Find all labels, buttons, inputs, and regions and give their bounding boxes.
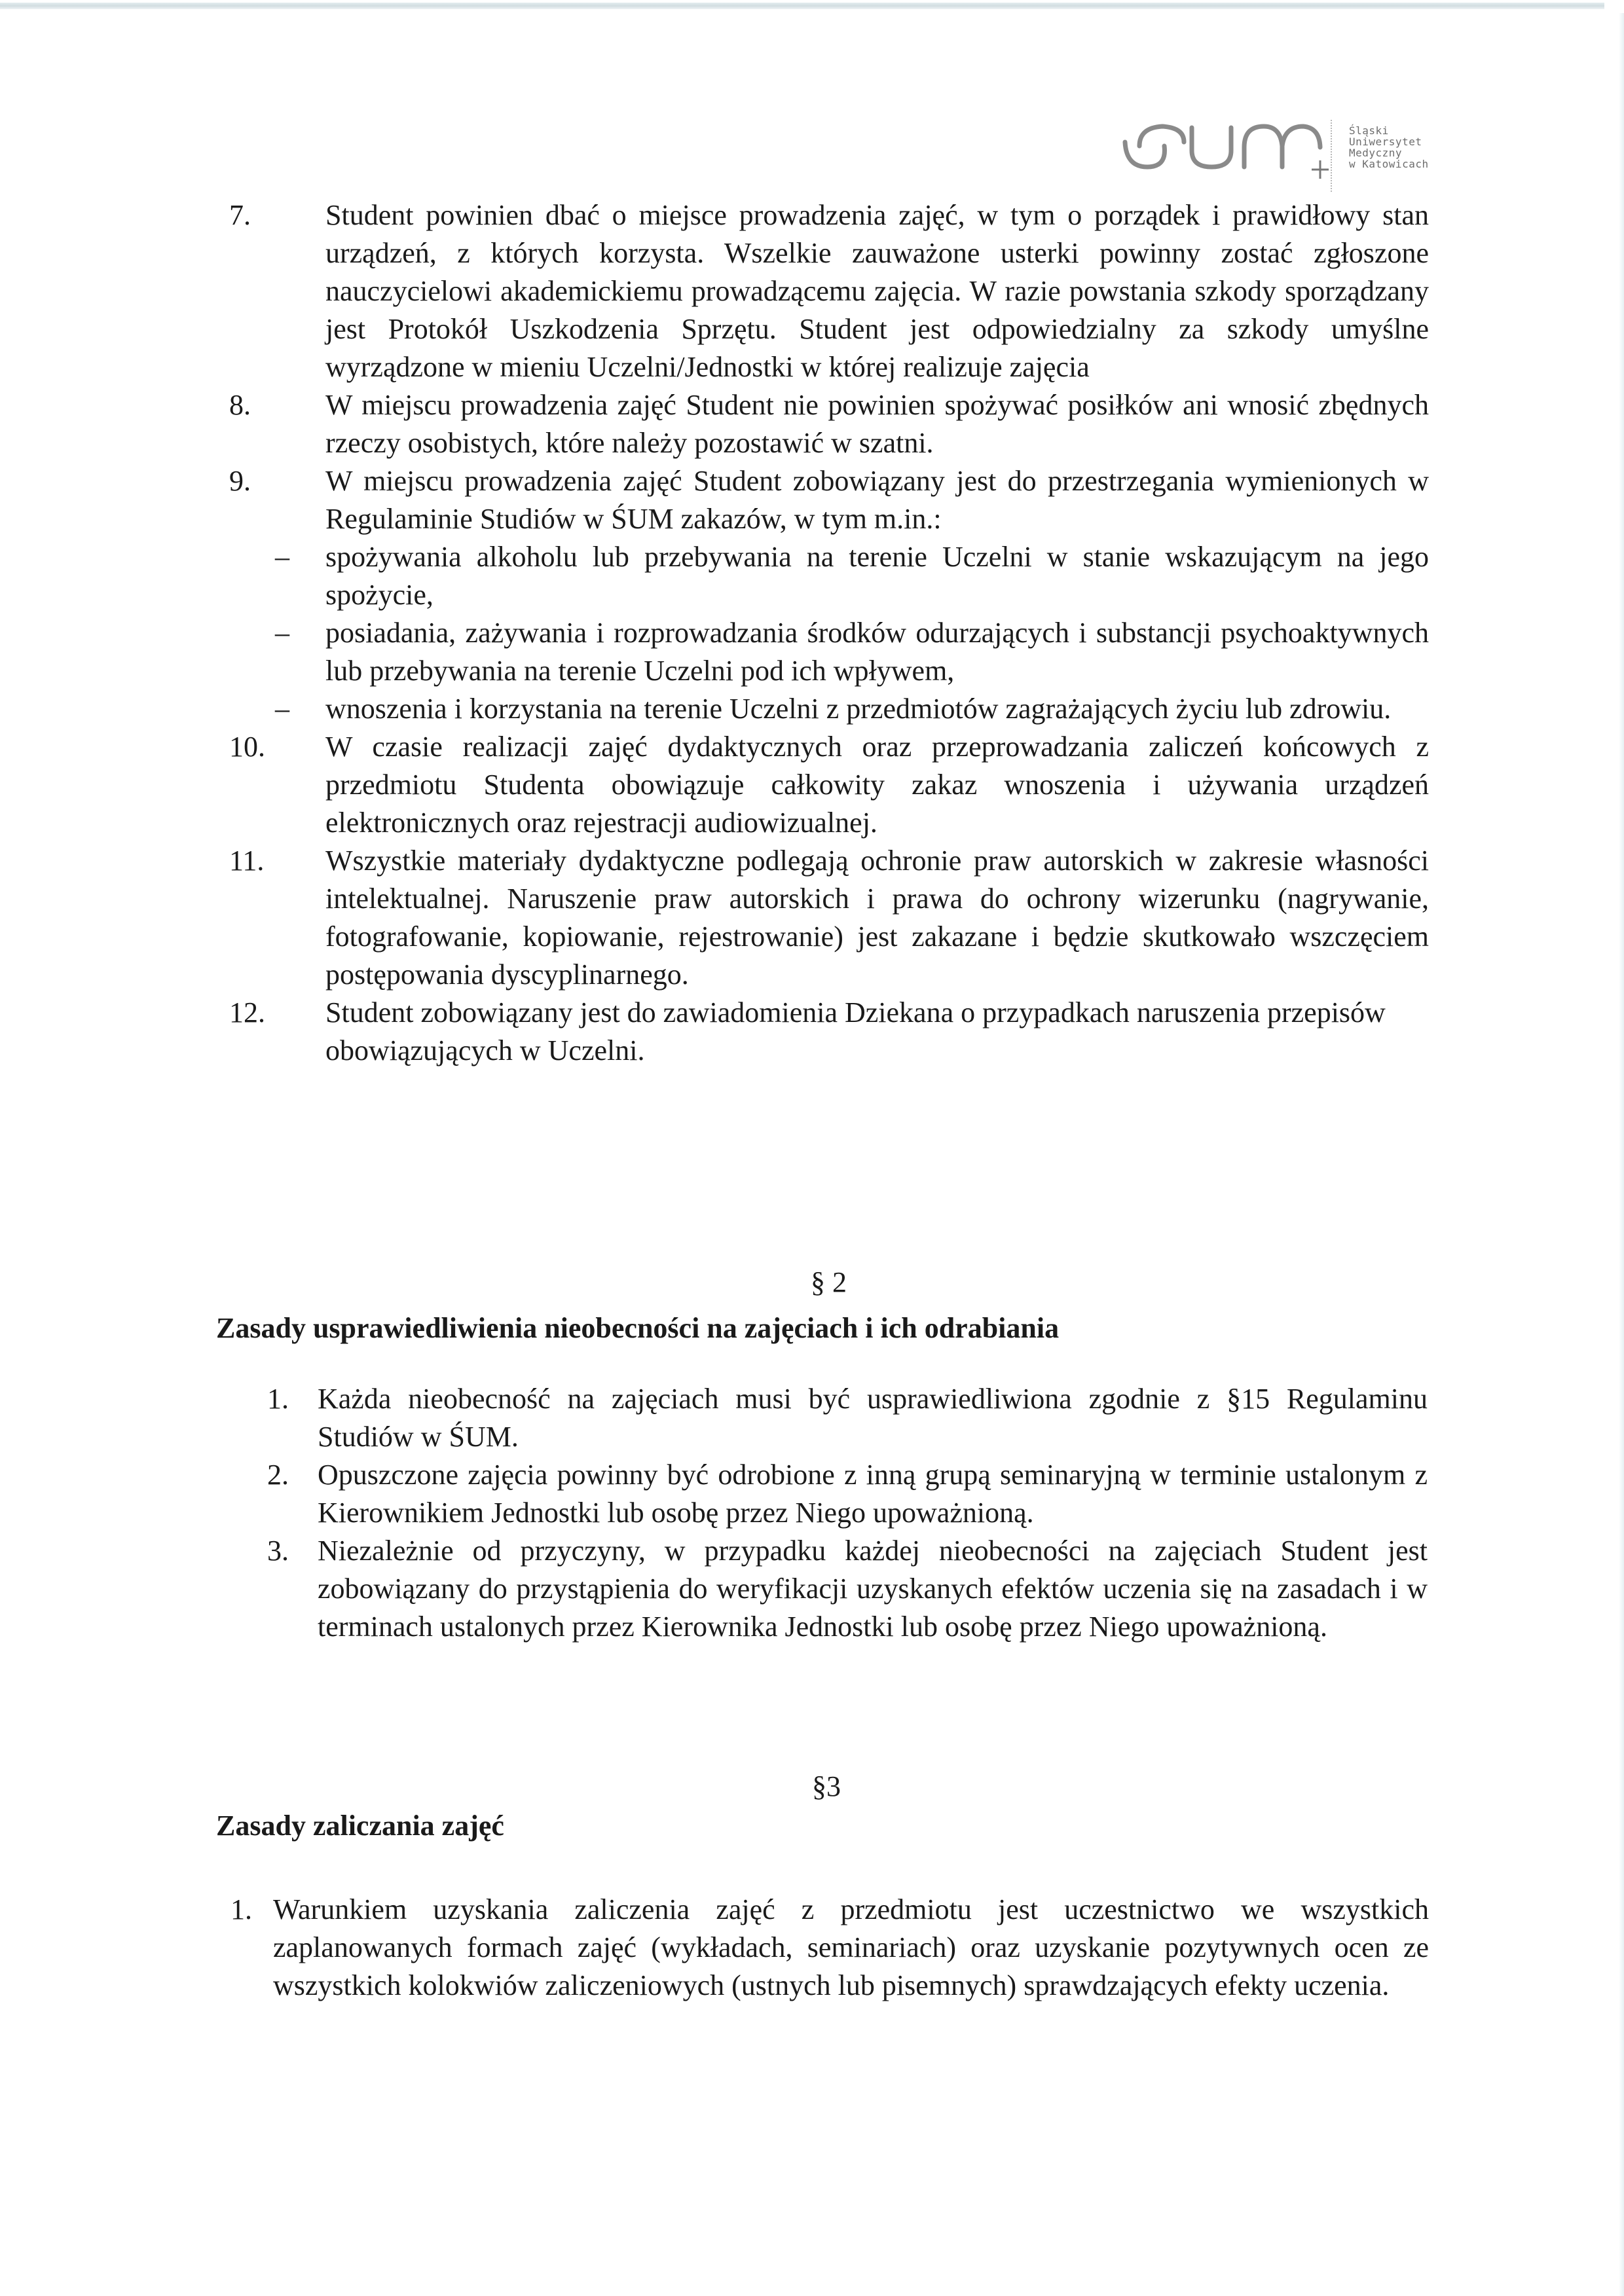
sub-item-text: posiadania, zażywania i rozprowadzania środków odurzających i substancji psychoaktywnych lub przebywania na terenie Uczelni pod ich wpływem, xyxy=(325,617,1429,687)
section-2-sign: § 2 xyxy=(811,1266,847,1298)
item-number: 1. xyxy=(231,1893,252,1925)
list-item xyxy=(229,994,1429,1070)
item-number: 3. xyxy=(267,1535,289,1567)
sum-logo-icon xyxy=(1113,101,1329,193)
absence-rules-list xyxy=(267,1380,1428,1646)
university-name-line: Śląski xyxy=(1349,124,1389,137)
sub-item-text: wnoszenia i korzystania na terenie Uczelni z przedmiotów zagrażających życiu lub zdrowiu. xyxy=(325,693,1392,725)
list-item xyxy=(267,1456,1428,1532)
rules-list xyxy=(229,196,1429,1070)
list-item xyxy=(229,386,1429,462)
list-item xyxy=(229,728,1429,842)
university-name-line: w Katowicach xyxy=(1349,158,1429,170)
scan-edge-right xyxy=(1619,13,1624,2296)
scan-edge-top xyxy=(0,3,1604,9)
item-text: Warunkiem uzyskania zaliczenia zajęć z przedmiotu jest uczestnictwo we wszystkich zaplanowanych formach zajęć (wykładach, seminariach) oraz uzyskanie pozytywnych ocen ze wszystkich kolokwiów zaliczeniowych (ustnych lub pisemnych) sprawdzających efekty uczenia. xyxy=(273,1893,1429,2001)
item-number: 10. xyxy=(229,731,265,763)
sub-list-item xyxy=(229,538,1429,614)
list-item xyxy=(229,196,1429,386)
logo-divider xyxy=(1331,120,1332,192)
item-text: W miejscu prowadzenia zajęć Student nie powinien spożywać posiłków ani wnosić zbędnych rzeczy osobistych, które należy pozostawić w szatni. xyxy=(325,389,1429,459)
university-name-line: Uniwersytet xyxy=(1349,136,1422,148)
list-item xyxy=(229,462,1429,538)
item-text: W miejscu prowadzenia zajęć Student zobowiązany jest do przestrzegania wymienionych w Regulaminie Studiów w ŚUM zakazów, w tym m.in.: xyxy=(325,465,1429,535)
item-number: 9. xyxy=(229,465,251,497)
dash-bullet: – xyxy=(275,541,289,573)
list-item xyxy=(231,1891,1429,2005)
item-number: 11. xyxy=(229,845,265,877)
list-item xyxy=(267,1380,1428,1456)
item-text: Opuszczone zajęcia powinny być odrobione z inną grupą seminaryjną w terminie ustalonym z Kierownikiem Jednostki lub osobę przez Niego upoważnioną. xyxy=(318,1459,1428,1529)
dash-bullet: – xyxy=(275,617,289,649)
section-2-heading: Zasady usprawiedliwienia nieobecności na zajęciach i ich odrabiania xyxy=(216,1312,1060,1344)
item-text: Student powinien dbać o miejsce prowadzenia zajęć, w tym o porządek i prawidłowy stan urządzeń, z których korzysta. Wszelkie zauważone usterki powinny zostać zgłoszone nauczycielowi akademickiemu prowadzącemu zajęcia. W razie powstania szkody sporządzany jest Protokół Uszkodzenia Sprzętu. Student jest odpowiedzialny za szkody umyślne wyrządzone w mieniu Uczelni/Jednostki w której realizuje zajęcia xyxy=(325,199,1429,383)
list-item xyxy=(267,1532,1428,1646)
item-number: 1. xyxy=(267,1383,289,1415)
passing-rules-list xyxy=(231,1891,1429,2005)
section-3-sign: §3 xyxy=(812,1770,841,1802)
item-text: Wszystkie materiały dydaktyczne podlegają ochronie praw autorskich w zakresie własności intelektualnej. Naruszenie praw autorskich i prawa do ochrony wizerunku (nagrywanie, fotografowanie, kopiowanie, rejestrowanie) jest zakazane i będzie skutkowało wszczęciem postępowania dyscyplinarnego. xyxy=(325,845,1429,991)
item-number: 2. xyxy=(267,1459,289,1491)
list-item xyxy=(229,842,1429,994)
item-number: 12. xyxy=(229,996,265,1029)
dash-bullet: – xyxy=(275,693,289,725)
item-text: Każda nieobecność na zajęciach musi być usprawiedliwiona zgodnie z §15 Regulaminu Studiów w ŚUM. xyxy=(318,1383,1428,1453)
sub-list-item xyxy=(229,614,1429,690)
university-name xyxy=(1349,125,1429,170)
sub-item-text: spożywania alkoholu lub przebywania na terenie Uczelni w stanie wskazującym na jego spożycie, xyxy=(325,541,1429,611)
university-logo xyxy=(1113,101,1428,180)
item-text: Niezależnie od przyczyny, w przypadku każdej nieobecności na zajęciach Student jest zobowiązany do przystąpienia do weryfikacji uzyskanych efektów uczenia się na zasadach i w terminach ustalonych przez Kierownika Jednostki lub osobę przez Niego upoważnioną. xyxy=(318,1535,1428,1643)
sub-list-item xyxy=(229,690,1429,728)
item-text: Student zobowiązany jest do zawiadomienia Dziekana o przypadkach naruszenia przepisów obowiązujących w Uczelni. xyxy=(325,996,1386,1066)
item-number: 8. xyxy=(229,389,251,421)
university-name-line: Medyczny xyxy=(1349,147,1403,159)
item-text: W czasie realizacji zajęć dydaktycznych oraz przeprowadzania zaliczeń końcowych z przedmiotu Studenta obowiązuje całkowity zakaz wnoszenia i używania urządzeń elektronicznych oraz rejestracji audiowizualnej. xyxy=(325,731,1429,839)
section-3-heading: Zasady zaliczania zajęć xyxy=(216,1810,504,1842)
item-number: 7. xyxy=(229,199,251,231)
